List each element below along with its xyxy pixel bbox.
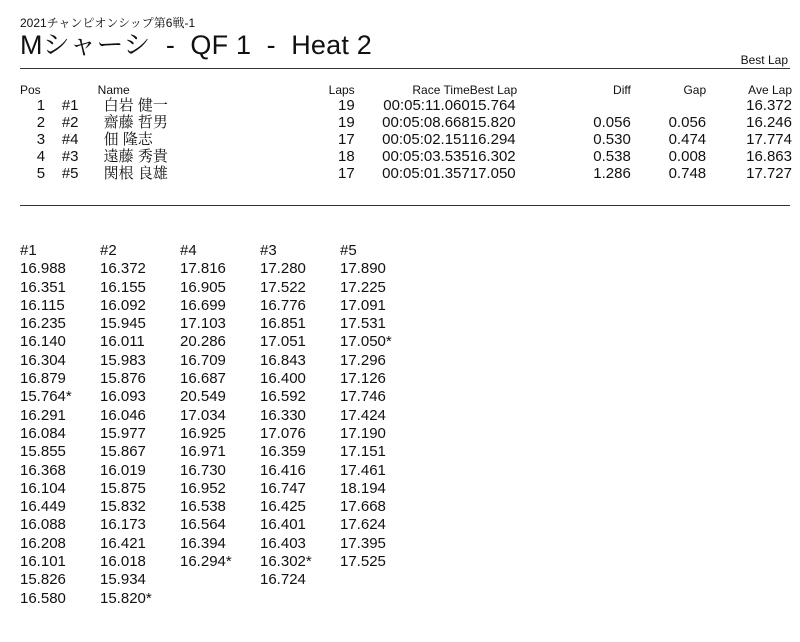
lap-time-cell: 16.747 <box>260 479 306 497</box>
lap-time-cell: 17.126 <box>340 370 386 388</box>
lap-time-cell: 15.764* <box>20 388 72 406</box>
cell-laps: 19 <box>338 97 355 114</box>
top-divider <box>20 68 790 69</box>
lap-time-cell: 17.461 <box>340 461 386 479</box>
lap-time-cell: 16.359 <box>260 443 306 461</box>
cell-race-time: 00:05:03.535 <box>382 148 470 165</box>
lap-time-cell: 16.421 <box>100 534 146 552</box>
results-header-row <box>20 82 792 97</box>
lap-time-cell: 15.820* <box>100 589 152 607</box>
cell-driver-name: 白岩 健一 <box>103 97 168 114</box>
lap-time-cell: 16.449 <box>20 498 66 516</box>
cell-laps: 17 <box>338 165 355 182</box>
lap-time-cell: 16.580 <box>20 589 66 607</box>
lap-time-cell: 15.855 <box>20 443 66 461</box>
lap-column-header: #4 <box>180 242 197 259</box>
lap-time-cell: 16.046 <box>100 406 146 424</box>
results-table <box>20 82 792 182</box>
lap-time-cell: 16.416 <box>260 461 306 479</box>
cell-pos: 1 <box>36 97 46 114</box>
lap-time-cell: 16.101 <box>20 553 66 571</box>
cell-gap: 0.008 <box>668 148 707 165</box>
col-ave-lap: Ave Lap <box>748 83 792 97</box>
cell-best-lap: 17.050 <box>469 165 516 182</box>
lap-time-cell: 16.879 <box>20 370 66 388</box>
lap-column <box>100 242 180 608</box>
result-row <box>20 114 792 131</box>
cell-laps: 17 <box>338 131 355 148</box>
cell-pos: 3 <box>36 131 46 148</box>
lap-time-cell: 17.890 <box>340 260 386 278</box>
cell-best-lap: 15.764 <box>469 97 516 114</box>
cell-car-number: #5 <box>61 165 79 182</box>
cell-car-number: #3 <box>61 148 79 165</box>
lap-time-cell: 17.151 <box>340 443 386 461</box>
cell-best-lap: 15.820 <box>469 114 516 131</box>
lap-time-cell: 16.400 <box>260 370 306 388</box>
lap-time-cell: 16.351 <box>20 278 66 296</box>
lap-time-cell: 17.076 <box>260 424 306 442</box>
lap-time-cell: 16.294* <box>180 553 232 571</box>
lap-time-cell: 15.867 <box>100 443 146 461</box>
lap-time-cell: 18.194 <box>340 479 386 497</box>
cell-pos: 5 <box>36 165 46 182</box>
cell-race-time: 00:05:08.668 <box>382 114 470 131</box>
result-row <box>20 148 792 165</box>
cell-car-number: #4 <box>61 131 79 148</box>
cell-ave-lap: 16.372 <box>746 97 792 114</box>
lap-time-cell: 16.403 <box>260 534 306 552</box>
lap-time-cell: 16.011 <box>100 333 145 351</box>
lap-time-cell: 17.816 <box>180 260 226 278</box>
cell-gap: 0.748 <box>668 165 707 182</box>
lap-time-cell: 16.302* <box>260 553 312 571</box>
lap-time-cell: 16.905 <box>180 278 226 296</box>
cell-race-time: 00:05:02.151 <box>382 131 470 148</box>
lap-time-cell: 16.304 <box>20 351 66 369</box>
cell-gap: 0.474 <box>668 131 707 148</box>
lap-time-cell: 17.395 <box>340 534 386 552</box>
lap-column <box>20 242 100 608</box>
lap-time-cell: 16.724 <box>260 571 306 589</box>
lap-time-cell: 16.104 <box>20 479 66 497</box>
lap-time-cell: 16.140 <box>20 333 66 351</box>
result-row <box>20 131 792 148</box>
lap-time-cell: 15.832 <box>100 498 146 516</box>
lap-time-cell: 16.709 <box>180 351 226 369</box>
lap-time-cell: 16.699 <box>180 296 226 314</box>
lap-time-cell: 16.115 <box>20 296 65 314</box>
result-row <box>20 165 792 182</box>
lap-time-cell: 17.746 <box>340 388 386 406</box>
col-pos: Pos <box>20 83 41 97</box>
lap-column <box>180 242 260 608</box>
cell-driver-name: 関根 良雄 <box>103 165 168 182</box>
col-gap: Gap <box>683 83 707 97</box>
lap-time-cell: 17.190 <box>340 424 386 442</box>
cell-driver-name: 齋藤 哲男 <box>103 114 168 131</box>
cell-gap: 0.056 <box>668 114 707 131</box>
lap-time-cell: 16.401 <box>260 516 306 534</box>
lap-time-cell: 16.092 <box>100 296 146 314</box>
lap-time-cell: 16.088 <box>20 516 66 534</box>
lap-times-grid <box>20 242 420 608</box>
lap-time-cell: 16.084 <box>20 424 66 442</box>
cell-ave-lap: 17.774 <box>746 131 792 148</box>
lap-time-cell: 16.971 <box>180 443 226 461</box>
cell-diff: 0.530 <box>593 131 631 148</box>
lap-column-header: #1 <box>20 242 37 259</box>
series-subtitle: 2021チャンピオンシップ第6戦-1 <box>20 16 196 30</box>
lap-time-cell: 15.983 <box>100 351 146 369</box>
cell-diff: 1.286 <box>593 165 631 182</box>
lap-time-cell: 16.291 <box>20 406 66 424</box>
lap-time-cell: 16.330 <box>260 406 306 424</box>
lap-time-cell: 16.425 <box>260 498 306 516</box>
cell-diff: 0.538 <box>593 148 631 165</box>
lap-time-cell: 15.934 <box>100 571 146 589</box>
lap-time-cell: 16.988 <box>20 260 66 278</box>
lap-time-cell: 17.525 <box>340 553 386 571</box>
lap-time-cell: 16.018 <box>100 553 146 571</box>
lap-time-cell: 17.280 <box>260 260 306 278</box>
lap-time-cell: 17.225 <box>340 278 386 296</box>
col-diff: Diff <box>613 83 631 97</box>
cell-ave-lap: 16.863 <box>746 148 792 165</box>
cell-gap <box>631 97 706 114</box>
cell-laps: 18 <box>338 148 355 165</box>
lap-time-cell: 15.977 <box>100 424 146 442</box>
lap-time-cell: 16.952 <box>180 479 226 497</box>
lap-time-cell: 16.155 <box>100 278 146 296</box>
lap-time-cell: 17.296 <box>340 351 386 369</box>
cell-pos: 4 <box>36 148 46 165</box>
lap-time-cell: 16.851 <box>260 315 306 333</box>
lap-time-cell: 17.051 <box>260 333 306 351</box>
lap-time-cell: 15.945 <box>100 315 146 333</box>
lap-time-cell: 17.091 <box>340 296 386 314</box>
lap-time-cell: 16.843 <box>260 351 306 369</box>
lap-time-cell: 16.019 <box>100 461 146 479</box>
lap-column <box>340 242 420 608</box>
cell-car-number: #1 <box>61 97 79 114</box>
cell-driver-name: 佃 隆志 <box>103 131 153 148</box>
cell-race-time: 00:05:11.060 <box>383 97 470 114</box>
lap-time-cell: 17.531 <box>340 315 386 333</box>
lap-time-cell: 15.875 <box>100 479 146 497</box>
col-race-time: Race Time <box>412 83 470 97</box>
lap-time-cell: 16.093 <box>100 388 146 406</box>
lap-time-cell: 16.776 <box>260 296 306 314</box>
lap-time-cell: 20.549 <box>180 388 226 406</box>
col-name: Name <box>97 83 130 97</box>
lap-time-cell: 16.394 <box>180 534 226 552</box>
lap-time-cell: 16.564 <box>180 516 226 534</box>
cell-diff: 0.056 <box>593 114 631 131</box>
cell-ave-lap: 17.727 <box>746 165 792 182</box>
lap-time-cell: 17.522 <box>260 278 306 296</box>
cell-diff <box>566 97 631 114</box>
lap-time-cell: 17.034 <box>180 406 226 424</box>
best-lap-header-label: Best Lap <box>740 53 788 67</box>
lap-time-cell: 17.668 <box>340 498 386 516</box>
col-laps: Laps <box>328 83 355 97</box>
cell-car-number: #2 <box>61 114 79 131</box>
lap-time-cell: 16.592 <box>260 388 306 406</box>
lap-time-cell: 16.173 <box>100 516 146 534</box>
lap-time-cell: 17.424 <box>340 406 386 424</box>
cell-best-lap: 16.294 <box>469 131 516 148</box>
cell-laps: 19 <box>338 114 355 131</box>
lap-time-cell: 16.372 <box>100 260 146 278</box>
lap-time-cell: 16.730 <box>180 461 226 479</box>
lap-time-cell: 17.624 <box>340 516 386 534</box>
result-row <box>20 97 792 114</box>
cell-best-lap: 16.302 <box>469 148 516 165</box>
col-best-lap: Best Lap <box>469 83 518 97</box>
lap-column-header: #2 <box>100 242 117 259</box>
lap-time-cell: 15.826 <box>20 571 66 589</box>
lap-time-cell: 20.286 <box>180 333 226 351</box>
lap-time-cell: 16.538 <box>180 498 226 516</box>
lap-time-cell: 17.050* <box>340 333 392 351</box>
cell-pos: 2 <box>36 114 46 131</box>
lap-time-cell: 16.235 <box>20 315 66 333</box>
bottom-divider <box>20 205 790 206</box>
lap-time-cell: 16.925 <box>180 424 226 442</box>
lap-time-cell: 16.208 <box>20 534 66 552</box>
lap-column <box>260 242 340 608</box>
cell-driver-name: 遠藤 秀貴 <box>103 148 168 165</box>
lap-time-cell: 16.368 <box>20 461 66 479</box>
lap-time-cell: 15.876 <box>100 370 146 388</box>
lap-column-header: #3 <box>260 242 277 259</box>
lap-time-cell: 17.103 <box>180 315 226 333</box>
cell-race-time: 00:05:01.357 <box>382 165 470 182</box>
cell-ave-lap: 16.246 <box>746 114 792 131</box>
lap-column-header: #5 <box>340 242 357 259</box>
lap-time-cell: 16.687 <box>180 370 226 388</box>
page-title: Mシャーシ - QF 1 - Heat 2 <box>20 30 372 60</box>
